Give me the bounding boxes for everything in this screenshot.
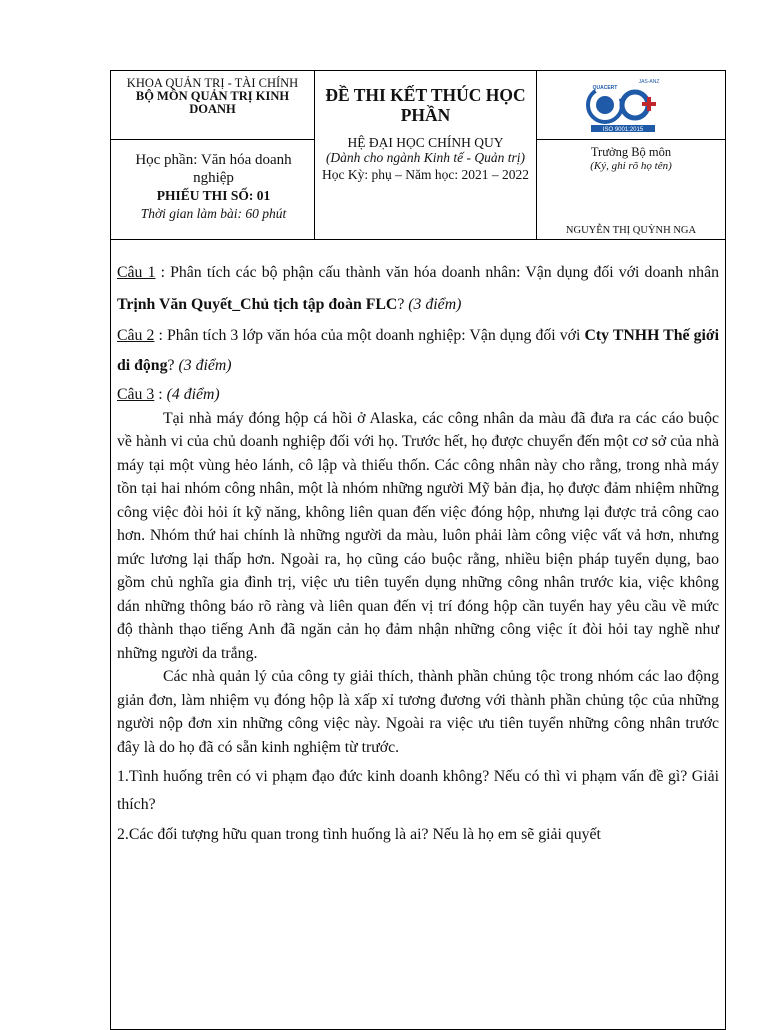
question-2-mark: ? — [167, 357, 179, 374]
program-system: HỆ ĐẠI HỌC CHÍNH QUY — [347, 135, 504, 150]
question-1-mark: ? — [397, 296, 409, 313]
faculty-block — [115, 77, 310, 116]
question-2-label: Câu 2 — [117, 327, 155, 344]
department-name: BỘ MÔN QUẢN TRỊ KINH DOANH — [135, 89, 290, 116]
exam-questions — [117, 257, 719, 847]
question-1 — [117, 257, 719, 321]
sheet-number: PHIẾU THI SỐ: 01 — [156, 188, 271, 203]
head-title: Trưởng Bộ môn — [590, 145, 672, 159]
question-3-sep: : — [154, 386, 167, 403]
semester-year: Học Kỳ: phụ – Năm học: 2021 – 2022 — [322, 167, 529, 182]
course-block — [117, 151, 310, 223]
question-1-text: : Phân tích các bộ phận cấu thành văn hóa doanh nhân: Vận dụng đối với doanh nhân — [155, 264, 719, 281]
header-left-column — [111, 71, 315, 239]
head-signature-block — [541, 145, 721, 173]
exam-header — [111, 71, 725, 240]
head-note: (Ký, ghi rõ họ tên) — [590, 160, 672, 172]
question-3 — [117, 383, 719, 407]
header-divider — [111, 139, 314, 140]
head-name: NGUYỄN THỊ QUỲNH NGA — [565, 225, 697, 236]
exam-title: ĐỀ THI KẾT THÚC HỌC PHẦN — [325, 85, 526, 125]
header-middle-column — [315, 71, 537, 239]
header-right-column — [537, 71, 725, 239]
faculty-name: KHOA QUẢN TRỊ - TÀI CHÍNH — [126, 76, 299, 90]
case-question-2: 2.Các đối tượng hữu quan trong tình huống là ai? Nếu là họ em sẽ giải quyết — [117, 826, 601, 843]
question-2-points: (3 điểm) — [178, 357, 232, 374]
quacert-logo-icon — [583, 75, 663, 133]
logo-iso-text: ISO 9001:2015 — [602, 126, 644, 133]
logo-accred-text: JAS-ANZ — [638, 79, 660, 85]
case-paragraph-2: Các nhà quản lý của công ty giải thích, thành phần chủng tộc trong nhóm các lao động giản đơn, làm nhiệm vụ đóng hộp là xấp xỉ tương đương với thành phần chủng tộc của những người nộp đơn xin những công việc này. Ngoài ra việc ưu tiên tuyển những công nhân trước đây là do họ đã có sẵn kinh nghiệm từ trước. — [117, 668, 719, 756]
question-2-subject: Cty TNHH Thế giới di động — [117, 327, 720, 374]
question-1-label: Câu 1 — [117, 264, 156, 281]
question-1-points: (3 điểm) — [408, 296, 462, 313]
case-question-1: 1.Tình huống trên có vi phạm đạo đức kinh doanh không? Nếu có thì vi phạm vấn đề gì? Giải thích? — [117, 768, 719, 813]
question-3-points: (4 điểm) — [166, 386, 220, 403]
case-paragraph-1: Tại nhà máy đóng hộp cá hồi ở Alaska, các công nhân da màu đã đưa ra các cáo buộc về hành vi của chủ doanh nghiệp đối với họ. Trước hết, họ được chuyển đến một cơ sở của nhà máy tại một vùng hẻo lánh, cô lập và thiếu thốn. Các công nhân này cho rằng, trong nhà máy tồn tại hai nhóm công nhân, một là nhóm những người Mỹ bản địa, họ được đảm nhiệm những công việc đòi hỏi ít kỹ năng, không liên quan đến việc đóng hộp, nhưng lại được trả công cao hơn. Nhóm thứ hai chính là những người da màu, luôn phải làm công việc vất vả hơn, nhưng mức lương lại thấp hơn. Ngoài ra, họ cũng cáo buộc rằng, nhiều biện pháp tuyển dụng, bao gồm chủ nghĩa gia đình trị, việc ưu tiên tuyển dụng những công nhân trước kia, việc không dán những thông báo rõ ràng và liên quan đến vị trí đóng hộp cần tuyển hay yêu cầu về mức độ thành thạo tiếng Anh đã ngăn cản họ đảm nhận những công việc ít đòi hỏi tay nghề như những người da trắng. — [117, 409, 719, 662]
program-target: (Dành cho ngành Kinh tế - Quản trị) — [325, 150, 526, 165]
exam-sheet — [110, 70, 726, 1030]
logo-brand-text: QUACERT — [592, 85, 618, 91]
question-1-subject: Trịnh Văn Quyết_Chủ tịch tập đoàn FLC — [117, 296, 398, 313]
question-3-label: Câu 3 — [117, 386, 155, 403]
exam-duration: Thời gian làm bài: 60 phút — [140, 206, 287, 221]
question-2-text: : Phân tích 3 lớp văn hóa của một doanh nghiệp: Vận dụng đối với — [154, 327, 585, 344]
header-divider-right — [537, 139, 725, 140]
course-name: Học phần: Văn hóa doanh nghiệp — [135, 152, 292, 186]
question-2 — [117, 321, 719, 381]
program-block — [319, 135, 532, 182]
